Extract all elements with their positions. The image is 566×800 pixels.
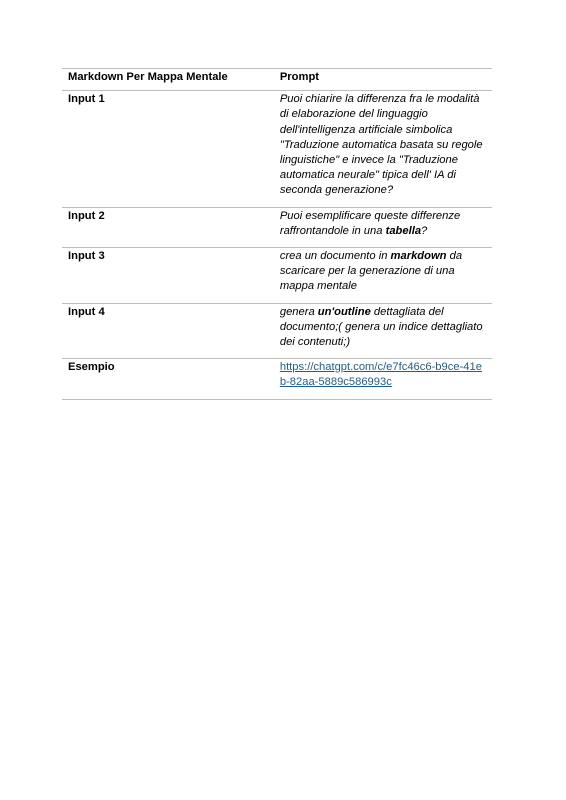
row-prompt-input-4 (274, 303, 492, 359)
prompt-bold-keyword: un'outline (317, 305, 371, 318)
table-header-row (62, 69, 492, 91)
table-row-input-1 (62, 91, 492, 207)
row-prompt-input-3 (274, 248, 492, 304)
prompt-text-before: genera (279, 305, 318, 318)
row-prompt-input-2 (274, 207, 492, 247)
row-prompt-input-1: Puoi chiarire la differenza fra le modalità di elaborazione del linguaggio dell'intelligenza artificiale simbolica "Traduzione automatica basata su regole linguistiche" e invece la "Traduzione automatica neurale" tipica dell' IA di seconda generazione? (274, 91, 492, 207)
table-row-input-2 (62, 207, 492, 247)
table-row-input-4 (62, 303, 492, 359)
row-label-input-3: Input 3 (62, 248, 274, 304)
row-label-esempio: Esempio (62, 359, 274, 399)
header-markdown-per-mappa-mentale: Markdown Per Mappa Mentale (62, 69, 274, 91)
row-label-input-1: Input 1 (62, 91, 274, 207)
chatgpt-link[interactable]: https://chatgpt.com/c/e7fc46c6-b9ce-41eb-82aa-5889c586993c (279, 361, 482, 389)
prompt-bold-keyword: markdown (390, 250, 447, 263)
header-prompt: Prompt (274, 69, 492, 91)
prompt-table (62, 68, 492, 400)
prompt-text-before: Puoi esemplificare queste differenze raffrontandole in una (279, 209, 461, 237)
prompt-text-after: dettagliata del documento;( genera un indice dettagliato dei contenuti;) (279, 305, 483, 349)
table-row-esempio (62, 359, 492, 399)
row-label-input-4: Input 4 (62, 303, 274, 359)
table-row-input-3 (62, 248, 492, 304)
row-label-input-2: Input 2 (62, 207, 274, 247)
prompt-text-after: ? (421, 224, 428, 237)
row-link-cell (274, 359, 492, 399)
prompt-text-before: crea un documento in (279, 250, 391, 263)
prompt-bold-keyword: tabella (385, 224, 422, 237)
prompt-text-after: da scaricare per la generazione di una mappa mentale (279, 250, 463, 293)
